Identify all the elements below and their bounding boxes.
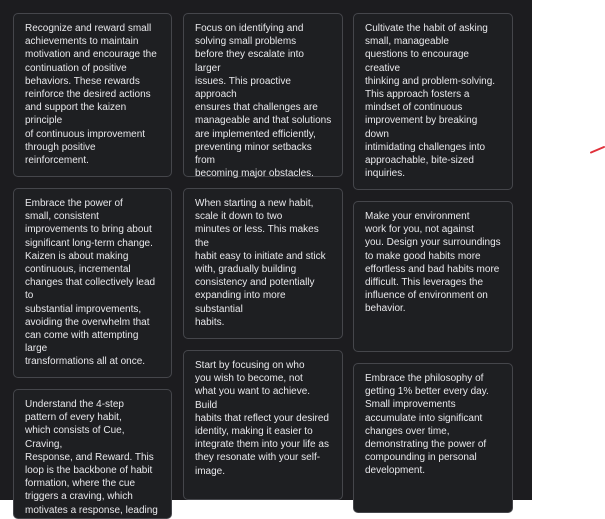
note-card[interactable] xyxy=(183,350,343,500)
note-card[interactable] xyxy=(353,201,513,352)
note-card[interactable] xyxy=(183,13,343,180)
note-card-text: When starting a new habit, scale it down to two minutes or less. This makes the habit easy to initiate and stick with, gradually building consistency and potentially expanding into more substantial habits. xyxy=(195,198,326,328)
note-card[interactable] xyxy=(183,188,343,339)
note-card[interactable] xyxy=(13,188,172,378)
note-card[interactable] xyxy=(13,389,172,519)
note-card-text: Make your environment work for you, not against you. Design your surroundings to make good habits more effortless and bad habits more difficult. This leverages the influence of environment on behavior. xyxy=(365,211,501,315)
note-card[interactable] xyxy=(353,363,513,513)
note-card-text: Understand the 4-step pattern of every habit, which consists of Cue, Craving, Response, and Reward. This loop is the backbone of habit formation, where the cue triggers a craving, which motivates a response, leading xyxy=(25,399,158,516)
note-card-text: Focus on identifying and solving small problems before they escalate into larger issues. This proactive approach ensures that challenges are manageable and that solutions are implemented efficiently, preventing minor setbacks from becoming major obstacles. xyxy=(195,23,332,180)
note-card[interactable] xyxy=(13,13,172,177)
note-card-text: Embrace the power of small, consistent improvements to bring about significant long-term change. Kaizen is about making continuous, incremental changes that collectively lead to substantial improvements, avoiding the overwhelm that can come with attempting large transformations all at once. xyxy=(25,198,156,368)
note-card-text: Embrace the philosophy of getting 1% better every day. Small improvements accumulate into significant changes over time, demonstrating the power of compounding in personal development. xyxy=(365,373,489,477)
note-card-text: Start by focusing on who you wish to become, not what you want to achieve. Build habits that reflect your desired identity, making it easier to integrate them into your life as they resonate with your self- image. xyxy=(195,360,329,477)
cursor-mark-icon xyxy=(590,144,605,154)
note-card-text: Recognize and reward small achievements to maintain motivation and encourage the continuation of positive behaviors. These rewards reinforce the desired actions and support the kaizen principle of continuous improvement through positive reinforcement. xyxy=(25,23,157,167)
note-card-text: Cultivate the habit of asking small, manageable questions to encourage creative thinking and problem-solving. This approach fosters a mindset of continuous improvement by breaking down intimidating challenges into approachable, bite-sized inquiries. xyxy=(365,23,496,180)
note-card[interactable] xyxy=(353,13,513,190)
